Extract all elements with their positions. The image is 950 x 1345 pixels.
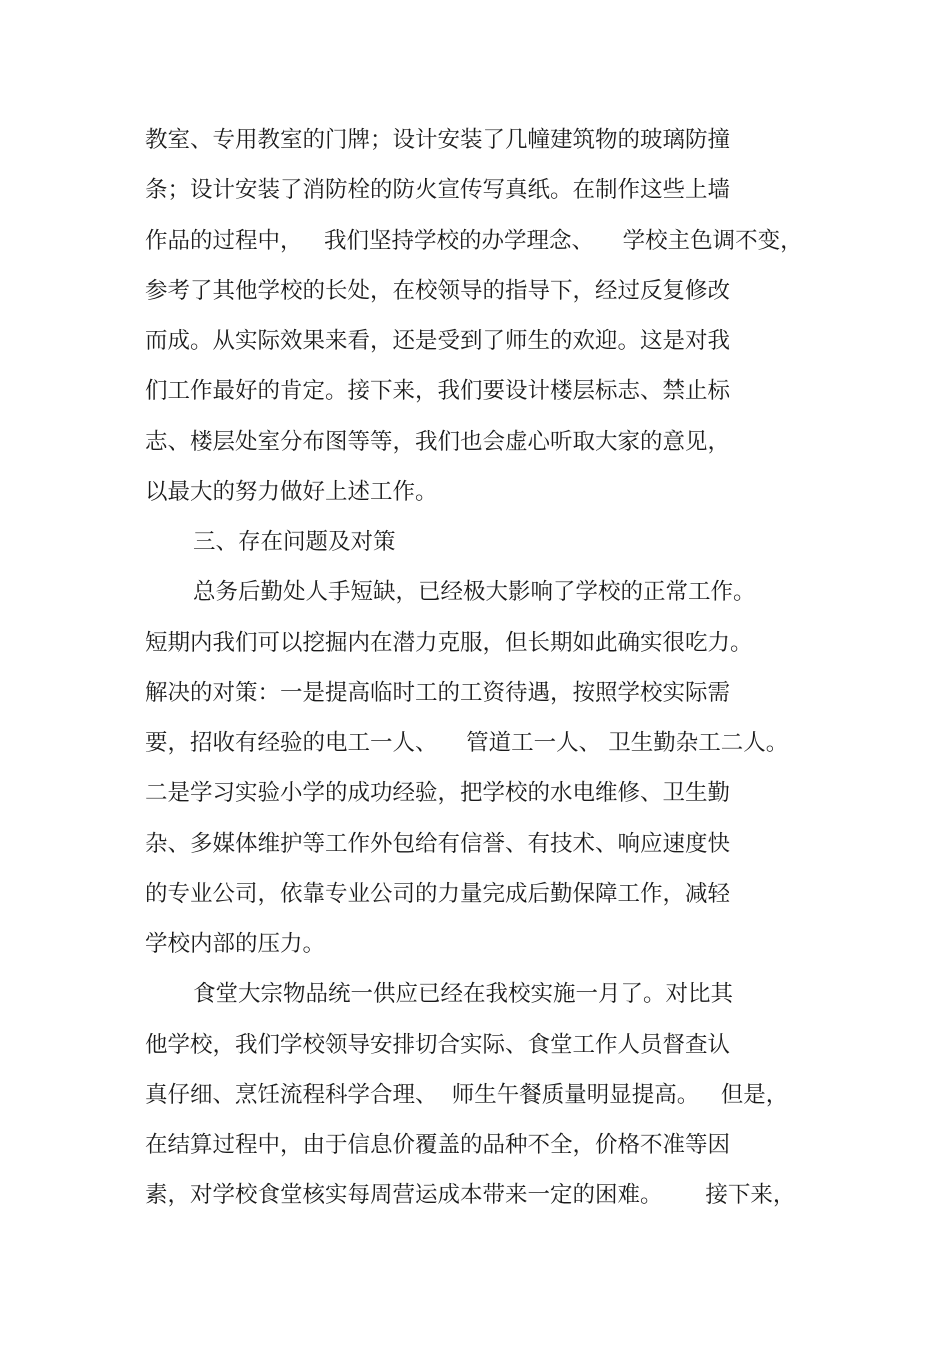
text-line: 在结算过程中，由于信息价覆盖的品种不全，价格不准等因 (145, 1132, 731, 1158)
text-line: 要，招收有经验的电工一人、 管道工一人、 卫生勤杂工二人。 (145, 730, 789, 756)
section-heading: 三、存在问题及对策 (193, 529, 396, 555)
text-line: 二是学习实验小学的成功经验，把学校的水电维修、卫生勤 (145, 780, 731, 806)
text-line: 真仔细、烹饪流程科学合理、 师生午餐质量明显提高。 但是， (145, 1082, 789, 1108)
text-line: 总务后勤处人手短缺，已经极大影响了学校的正常工作。 (193, 579, 756, 605)
text-line: 短期内我们可以挖掘内在潜力克服，但长期如此确实很吃力。 (145, 630, 753, 656)
text-line: 解决的对策：一是提高临时工的工资待遇，按照学校实际需 (145, 680, 731, 706)
text-line: 食堂大宗物品统一供应已经在我校实施一月了。对比其 (193, 981, 734, 1007)
text-line: 学校内部的压力。 (145, 931, 326, 957)
text-line: 以最大的努力做好上述工作。 (145, 479, 438, 505)
text-line: 而成。从实际效果来看，还是受到了师生的欢迎。这是对我 (145, 328, 731, 354)
text-line: 志、楼层处室分布图等等，我们也会虚心听取大家的意见， (145, 429, 731, 455)
text-line: 杂、多媒体维护等工作外包给有信誉、有技术、响应速度快 (145, 831, 731, 857)
text-line: 参考了其他学校的长处，在校领导的指导下，经过反复修改 (145, 278, 731, 304)
text-line: 素，对学校食堂核实每周营运成本带来一定的困难。 接下来， (145, 1182, 796, 1208)
text-line: 他学校，我们学校领导安排切合实际、食堂工作人员督查认 (145, 1032, 731, 1058)
text-line: 教室、专用教室的门牌；设计安装了几幢建筑物的玻璃防撞 (145, 127, 731, 153)
text-line: 作品的过程中， 我们坚持学校的办学理念、 学校主色调不变， (145, 228, 803, 254)
text-line: 条；设计安装了消防栓的防火宣传写真纸。在制作这些上墙 (145, 177, 731, 203)
text-line: 们工作最好的肯定。接下来，我们要设计楼层标志、禁止标 (145, 378, 731, 404)
text-line: 的专业公司，依靠专业公司的力量完成后勤保障工作，减轻 (145, 881, 731, 907)
